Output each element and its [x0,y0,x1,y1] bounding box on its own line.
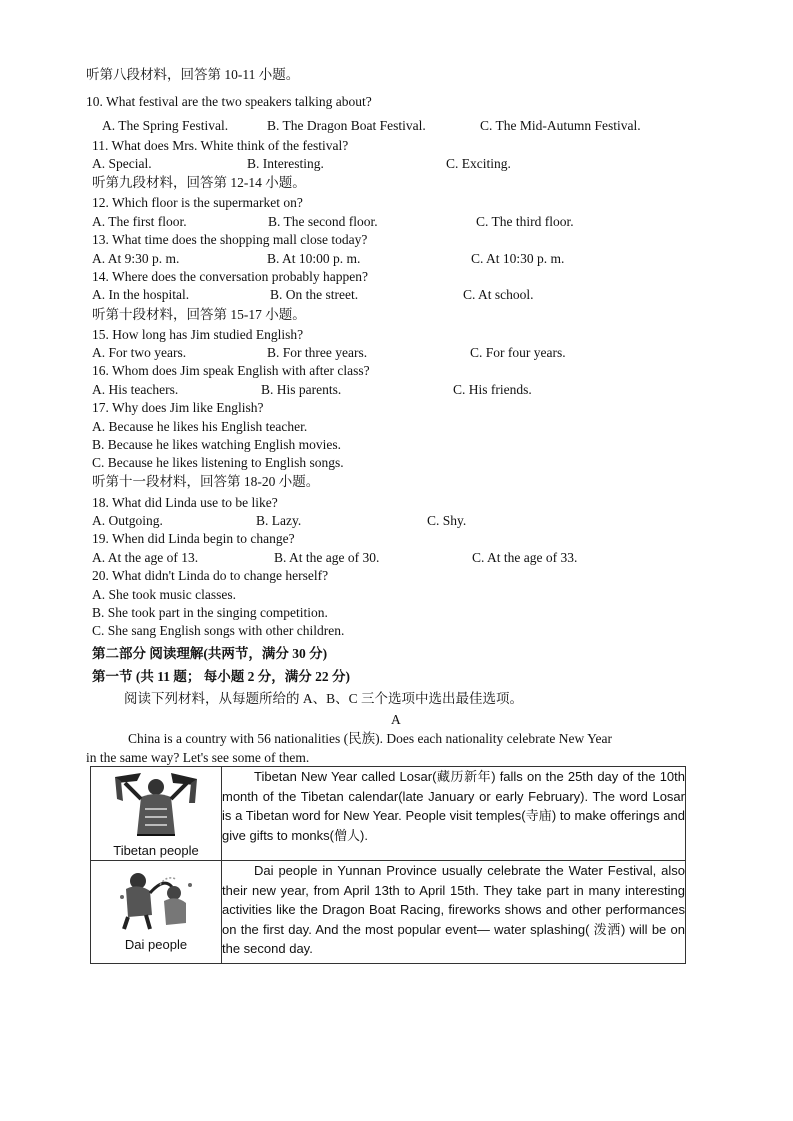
q12-option-b: B. The second floor. [268,214,378,229]
question-10: 10. What festival are the two speakers talking about? [86,94,372,109]
q11-option-b: B. Interesting. [247,156,324,171]
q17-option-b: B. Because he likes watching English movies. [92,437,341,452]
q19-option-c: C. At the age of 33. [472,550,578,565]
q16-option-b: B. His parents. [261,382,342,397]
question-18: 18. What did Linda use to be like? [92,495,278,510]
q19-option-a: A. At the age of 13. [92,550,199,565]
table-row-tibetan [91,767,686,861]
question-17: 17. Why does Jim like English? [92,400,264,415]
table-row-dai [91,861,686,964]
question-15: 15. How long has Jim studied English? [92,327,304,342]
q10-option-b: B. The Dragon Boat Festival. [267,118,426,133]
q12-option-c: C. The third floor. [476,214,574,229]
passage-label: A [391,712,401,727]
dai-description: Dai people in Yunnan Province usually celebrate the Water Festival, also their new year, from April 13th to April 15th. They take part in many interesting activities like the Dragon Boat Racing, fireworks shows and other performances on the first day. And the most popular event— water splashing( 泼洒) will be on the second day. [222,861,686,964]
question-14: 14. Where does the conversation probably happen? [92,269,369,284]
dai-caption: Dai people [124,937,188,952]
passage-intro-line2: in the same way? Let's see some of them. [86,750,310,765]
part2-section1-title: 第一节 (共 11 题； 每小题 2 分，满分 22 分) [92,669,350,684]
q18-option-a: A. Outgoing. [92,513,163,528]
q20-option-c: C. She sang English songs with other children. [92,623,345,638]
dai-picture-cell [91,861,222,964]
q13-option-a: A. At 9:30 p. m. [92,251,180,266]
q16-option-a: A. His teachers. [92,382,179,397]
passage-intro-line1: China is a country with 56 nationalities (民族). Does each nationality celebrate New Year [128,731,612,746]
reading-instruction: 阅读下列材料，从每题所给的 A、B、C 三个选项中选出最佳选项。 [124,691,524,706]
question-19: 19. When did Linda begin to change? [92,531,295,546]
q14-option-a: A. In the hospital. [92,287,190,302]
q19-option-b: B. At the age of 30. [274,550,380,565]
q12-option-a: A. The first floor. [92,214,187,229]
question-11: 11. What does Mrs. White think of the festival? [92,138,349,153]
section9-heading: 听第九段材料，回答第 12-14 小题。 [92,175,306,190]
q15-option-c: C. For four years. [470,345,566,360]
question-16: 16. Whom does Jim speak English with after class? [92,363,370,378]
section11-heading: 听第十一段材料，回答第 18-20 小题。 [92,474,320,489]
q13-option-b: B. At 10:00 p. m. [267,251,361,266]
q10-option-c: C. The Mid-Autumn Festival. [480,118,641,133]
question-13: 13. What time does the shopping mall close today? [92,232,368,247]
section10-heading: 听第十段材料，回答第 15-17 小题。 [92,307,306,322]
section8-heading: 听第八段材料，回答第 10-11 小题。 [86,67,300,82]
q13-option-c: C. At 10:30 p. m. [471,251,565,266]
q14-option-c: C. At school. [463,287,534,302]
dai-people-illustration [116,867,196,933]
q10-option-a: A. The Spring Festival. [102,118,229,133]
part2-title: 第二部分 阅读理解(共两节，满分 30 分) [92,646,328,661]
q18-option-c: C. Shy. [427,513,467,528]
q14-option-b: B. On the street. [270,287,359,302]
q17-option-a: A. Because he likes his English teacher. [92,419,308,434]
q15-option-b: B. For three years. [267,345,368,360]
q15-option-a: A. For two years. [92,345,187,360]
nationalities-table [90,766,686,964]
question-20: 20. What didn't Linda do to change herself? [92,568,329,583]
tibetan-person-illustration [111,769,201,839]
tibetan-picture-cell [91,767,222,861]
q11-option-a: A. Special. [92,156,152,171]
q18-option-b: B. Lazy. [256,513,302,528]
q11-option-c: C. Exciting. [446,156,511,171]
q17-option-c: C. Because he likes listening to English songs. [92,455,344,470]
question-12: 12. Which floor is the supermarket on? [92,195,303,210]
q20-option-b: B. She took part in the singing competition. [92,605,328,620]
tibetan-caption: Tibetan people [113,843,199,858]
q20-option-a: A. She took music classes. [92,587,236,602]
q16-option-c: C. His friends. [453,382,532,397]
tibetan-description: Tibetan New Year called Losar(藏历新年) falls on the 25th day of the 10th month of the Tibetan calendar(late January or early February). The word Losar is a Tibetan word for New Year. People visit temples(寺庙) to make offerings and give gifts to monks(僧人). [222,767,686,861]
